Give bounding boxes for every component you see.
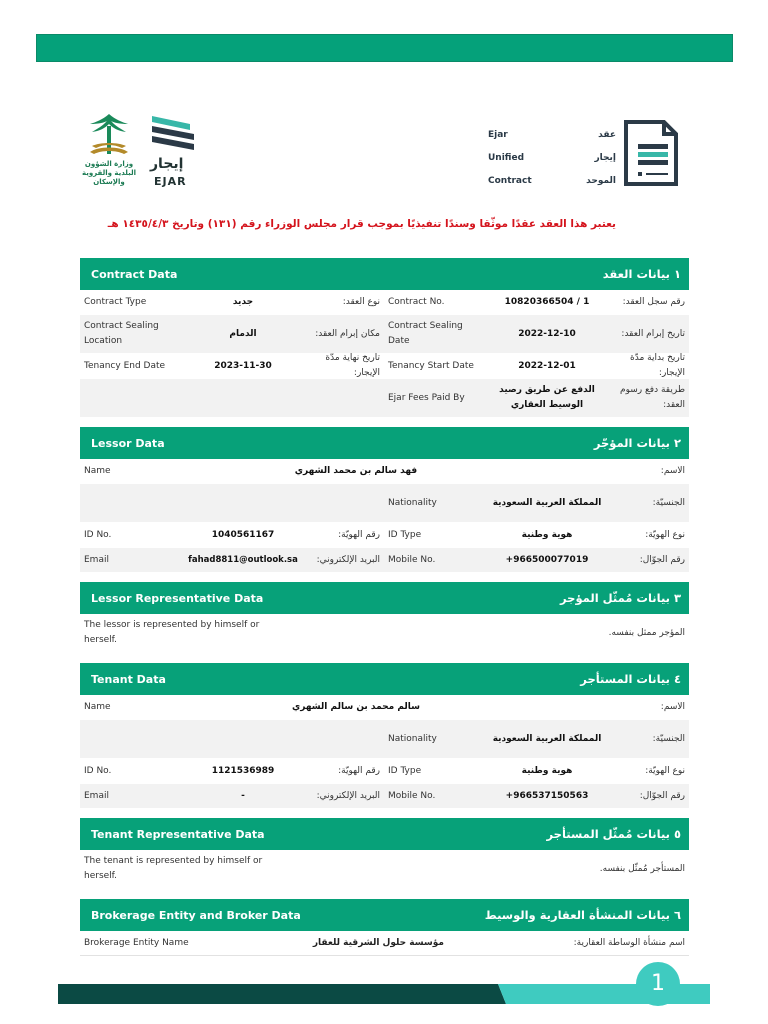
section-title-ar: ٥ بيانات مُمثّل المستأجر (546, 827, 681, 841)
table-row (80, 315, 689, 354)
section-title-en: Tenant Data (91, 672, 166, 686)
representation-text-ar: المستأجر مُمثّل بنفسه. (599, 863, 685, 874)
label-en: Contract No. (388, 296, 445, 307)
value: المملكة العربية السعودية (492, 497, 602, 508)
label-en: Contract Type (84, 296, 147, 307)
value: 1121536989 (211, 765, 275, 776)
value: هوية وطنية (521, 765, 573, 776)
label-en: Email (84, 554, 109, 565)
value: هوية وطنية (521, 529, 573, 540)
table-row (80, 379, 689, 418)
label-en (80, 501, 184, 505)
table-row (80, 784, 689, 809)
brokerage-entity-name: مؤسسة حلول الشرقية للعقار (312, 937, 444, 948)
label-en: Contract Sealing Location (84, 321, 159, 346)
label-ar: تاريخ بداية مدّة الإيجار: (630, 353, 685, 378)
title-ar-3: الموحد (586, 176, 616, 186)
ejar-logo-text-en: EJAR (154, 175, 187, 188)
tenant-data-section (80, 663, 689, 809)
value: +966500077019 (505, 554, 589, 565)
section-title-en: Lessor Representative Data (91, 591, 264, 605)
representation-text-ar: المؤجر ممثل بنفسه. (608, 627, 685, 638)
label-ar: الاسم: (660, 465, 685, 476)
label-ar: نوع الهويّة: (645, 765, 685, 776)
label-ar: رقم سجل العقد: (622, 296, 685, 307)
value: المملكة العربية السعودية (492, 733, 602, 744)
legal-notice: يعتبر هذا العقد عقدًا موثّقا وسندًا تنفيذيًا بموجب قرار مجلس الوزراء رقم (١٣١) وتاريخ ١٤٣٥/٤/٣ هـ (107, 218, 616, 230)
value: fahad8811@outlook.sa (188, 554, 298, 565)
value: جديد (232, 296, 254, 307)
section-header (80, 663, 689, 695)
section-header (80, 899, 689, 931)
label-en (80, 396, 184, 400)
label-ar: رقم الهويّة: (338, 765, 380, 776)
label-ar: البريد الإلكتروني: (316, 790, 380, 801)
label-en: ID Type (388, 765, 422, 776)
title-ar-2: إيجار (594, 153, 616, 163)
label-en: Brokerage Entity Name (84, 937, 189, 948)
table-row (80, 459, 689, 484)
label-ar: اسم منشأة الوساطة العقارية: (573, 937, 685, 948)
label-en: ID No. (84, 765, 112, 776)
label-ar: نوع الهويّة: (645, 529, 685, 540)
label-ar: رقم الجوّال: (639, 790, 685, 801)
value: 1040561167 (211, 529, 275, 540)
page-number: 1 (636, 962, 680, 1006)
value: 10820366504 / 1 (504, 296, 590, 307)
value: 2023-11-30 (214, 360, 272, 371)
label-ar: تاريخ نهاية مدّة الإيجار: (325, 353, 380, 378)
label-en: Name (84, 701, 111, 712)
tenant-representative-section (80, 818, 689, 889)
label-ar: الاسم: (660, 701, 685, 712)
ministry-name: وزارة الشؤون البلدية والقروية والإسكان (81, 160, 137, 186)
table-row (80, 614, 689, 653)
label-ar: الجنسيّة: (652, 733, 685, 744)
section-header (80, 258, 689, 290)
table-row (80, 290, 689, 315)
label-ar: نوع العقد: (342, 296, 380, 307)
title-en-3: Contract (488, 176, 532, 186)
value: 2022-12-10 (518, 328, 576, 339)
contract-document-icon (622, 120, 680, 186)
contract-data-section (80, 258, 689, 418)
lessor-name: فهد سالم بن محمد الشهري (294, 465, 418, 476)
value (184, 396, 302, 400)
value: الدمام (229, 328, 257, 339)
footer-bar (58, 984, 710, 1004)
top-banner (36, 34, 733, 62)
brokerage-section (80, 899, 689, 956)
label-ar: الجنسيّة: (652, 497, 685, 508)
section-title-ar: ١ بيانات العقد (602, 267, 681, 281)
label-en: Nationality (388, 733, 437, 744)
label-ar: رقم الهويّة: (338, 529, 380, 540)
section-title-en: Tenant Representative Data (91, 827, 265, 841)
title-en-2: Unified (488, 153, 525, 163)
section-header (80, 427, 689, 459)
tenant-name: سالم محمد بن سالم الشهري (291, 701, 421, 712)
representation-text-en: The lessor is represented by himself or herself. (84, 620, 260, 645)
label-en: Tenancy End Date (84, 360, 166, 371)
value: - (241, 790, 245, 801)
table-row (80, 695, 689, 720)
label-ar: رقم الجوّال: (639, 554, 685, 565)
table-row (80, 354, 689, 379)
ejar-logo-text-ar: إيجار (150, 156, 184, 172)
label-en: Ejar Fees Paid By (388, 392, 465, 403)
document-title (488, 124, 616, 193)
section-title-en: Lessor Data (91, 436, 165, 450)
section-title-en: Brokerage Entity and Broker Data (91, 908, 301, 922)
label-en: Email (84, 790, 109, 801)
value: 2022-12-01 (518, 360, 576, 371)
table-row (80, 523, 689, 548)
label-en: ID No. (84, 529, 112, 540)
table-row (80, 931, 689, 956)
label-ar: تاريخ إبرام العقد: (621, 328, 685, 339)
title-ar-1: عقد (598, 130, 616, 140)
label-ar: طريقة دفع رسوم العقد: (620, 385, 685, 410)
label-en: Tenancy Start Date (388, 360, 474, 371)
table-row (80, 759, 689, 784)
label-en: Mobile No. (388, 554, 436, 565)
label-ar (302, 737, 384, 741)
section-title-en: Contract Data (91, 267, 178, 281)
label-ar: مكان إبرام العقد: (315, 328, 380, 339)
label-en: Mobile No. (388, 790, 436, 801)
table-row (80, 548, 689, 573)
section-title-ar: ٢ بيانات المؤجّر (593, 436, 681, 450)
section-title-ar: ٦ بيانات المنشأة العقارية والوسيط (484, 908, 681, 922)
label-ar (302, 501, 384, 505)
label-en: Contract Sealing Date (388, 321, 463, 346)
table-row (80, 850, 689, 889)
lessor-representative-section (80, 582, 689, 653)
label-en (80, 737, 184, 741)
section-header (80, 818, 689, 850)
title-en-1: Ejar (488, 130, 508, 140)
label-ar (302, 396, 384, 400)
value (184, 501, 302, 505)
lessor-data-section (80, 427, 689, 573)
label-ar: البريد الإلكتروني: (316, 554, 380, 565)
table-row (80, 720, 689, 759)
label-en: Name (84, 465, 111, 476)
value: +966537150563 (505, 790, 589, 801)
label-en: Nationality (388, 497, 437, 508)
value: الدفع عن طريق رصيد الوسيط العقاري (499, 385, 595, 410)
value (184, 737, 302, 741)
table-row (80, 484, 689, 523)
section-title-ar: ٣ بيانات مُمثّل المؤجر (560, 591, 681, 605)
representation-text-en: The tenant is represented by himself or herself. (84, 856, 263, 881)
section-header (80, 582, 689, 614)
label-en: ID Type (388, 529, 422, 540)
section-title-ar: ٤ بيانات المستأجر (580, 672, 681, 686)
